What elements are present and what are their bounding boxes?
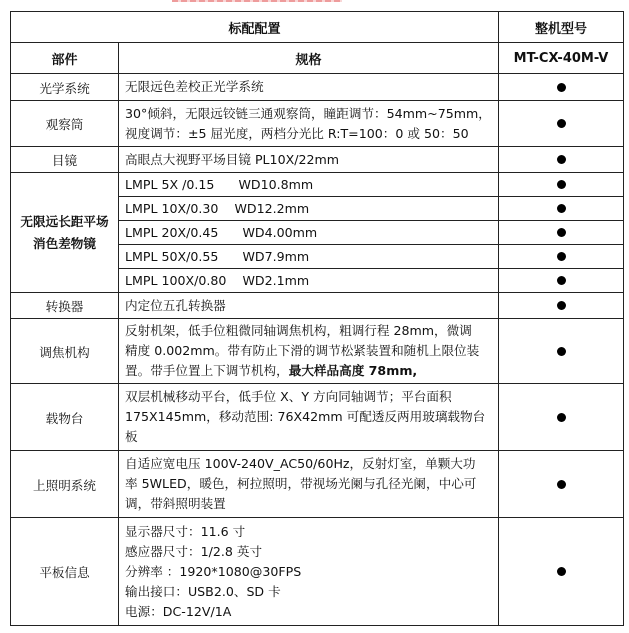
included-marker-cell [499,74,624,101]
included-marker-cell [499,518,624,626]
table-row [11,319,624,384]
spec-cell: 双层机械移动平台，低手位 X、Y 方向同轴调节；平台面积 175X145mm，移动范围: 76X42mm 可配透反两用玻璃载物台 板 [119,384,499,451]
part-cell: 目镜 [11,147,119,173]
spec-cell: 30°倾斜，无限远铰链三通观察筒，瞳距调节：54mm~75mm， 视度调节：±5 屈光度，两档分光比 R:T=100：0 或 50：50 [119,101,499,147]
included-marker-cell [499,173,624,197]
filled-dot-icon [557,228,566,237]
max-sample-height-emphasis: 最大样品高度 78mm, [288,363,418,378]
included-marker-cell [499,101,624,147]
objective-spec-cell: LMPL 5X /0.15 WD10.8mm [119,173,499,197]
spec-cell: 高眼点大视野平场目镜 PL10X/22mm [119,147,499,173]
table-row [11,451,624,518]
header-row-1 [11,12,624,43]
model-header: MT-CX-40M-V [499,43,624,74]
spec-cell: 自适应宽电压 100V-240V_AC50/60Hz，反射灯室，单颗大功 率 5WLED，暖色，柯拉照明，带视场光阑与孔径光阑，中心可 调，带斜照明装置 [119,451,499,518]
included-marker-cell [499,147,624,173]
filled-dot-icon [557,413,566,422]
table-row [11,173,624,197]
filled-dot-icon [557,204,566,213]
filled-dot-icon [557,276,566,285]
spec-table [10,11,624,626]
filled-dot-icon [557,119,566,128]
table-row [11,384,624,451]
included-marker-cell [499,245,624,269]
included-marker-cell [499,451,624,518]
objective-spec-cell: LMPL 100X/0.80 WD2.1mm [119,269,499,293]
table-row [11,293,624,319]
table-row [11,518,624,626]
spec-header: 规格 [119,43,499,74]
cropped-top-banner [0,0,629,8]
objective-spec-cell: LMPL 50X/0.55 WD7.9mm [119,245,499,269]
included-marker-cell [499,221,624,245]
part-cell: 观察筒 [11,101,119,147]
part-cell: 平板信息 [11,518,119,626]
config-header: 标配配置 [11,12,499,43]
part-cell: 调焦机构 [11,319,119,384]
table-row [11,147,624,173]
filled-dot-icon [557,347,566,356]
table-row [11,101,624,147]
spec-cell: 显示器尺寸：11.6 寸 感应器尺寸：1/2.8 英寸 分辨率 ：1920*1080@30FPS 输出接口：USB2.0、SD 卡 电源：DC-12V/1A [119,518,499,626]
included-marker-cell [499,319,624,384]
included-marker-cell [499,293,624,319]
filled-dot-icon [557,252,566,261]
objective-part-cell: 无限远长距平场 消色差物镜 [11,173,119,293]
part-cell: 光学系统 [11,74,119,101]
included-marker-cell [499,269,624,293]
filled-dot-icon [557,155,566,164]
filled-dot-icon [557,567,566,576]
included-marker-cell [499,384,624,451]
filled-dot-icon [557,301,566,310]
spec-cell: 反射机架，低手位粗微同轴调焦机构，粗调行程 28mm，微调 精度 0.002mm。带有防止下滑的调节松紧装置和随机上限位装 置。带手位置上下调节机构，最大样品高度 78mm, [119,319,499,384]
spec-cell: 内定位五孔转换器 [119,293,499,319]
part-header: 部件 [11,43,119,74]
included-marker-cell [499,197,624,221]
header-row-2 [11,43,624,74]
model-title-header: 整机型号 [499,12,624,43]
filled-dot-icon [557,180,566,189]
filled-dot-icon [557,83,566,92]
filled-dot-icon [557,480,566,489]
part-cell: 上照明系统 [11,451,119,518]
table-row [11,74,624,101]
spec-cell: 无限远色差校正光学系统 [119,74,499,101]
part-cell: 载物台 [11,384,119,451]
objective-spec-cell: LMPL 10X/0.30 WD12.2mm [119,197,499,221]
objective-spec-cell: LMPL 20X/0.45 WD4.00mm [119,221,499,245]
part-cell: 转换器 [11,293,119,319]
